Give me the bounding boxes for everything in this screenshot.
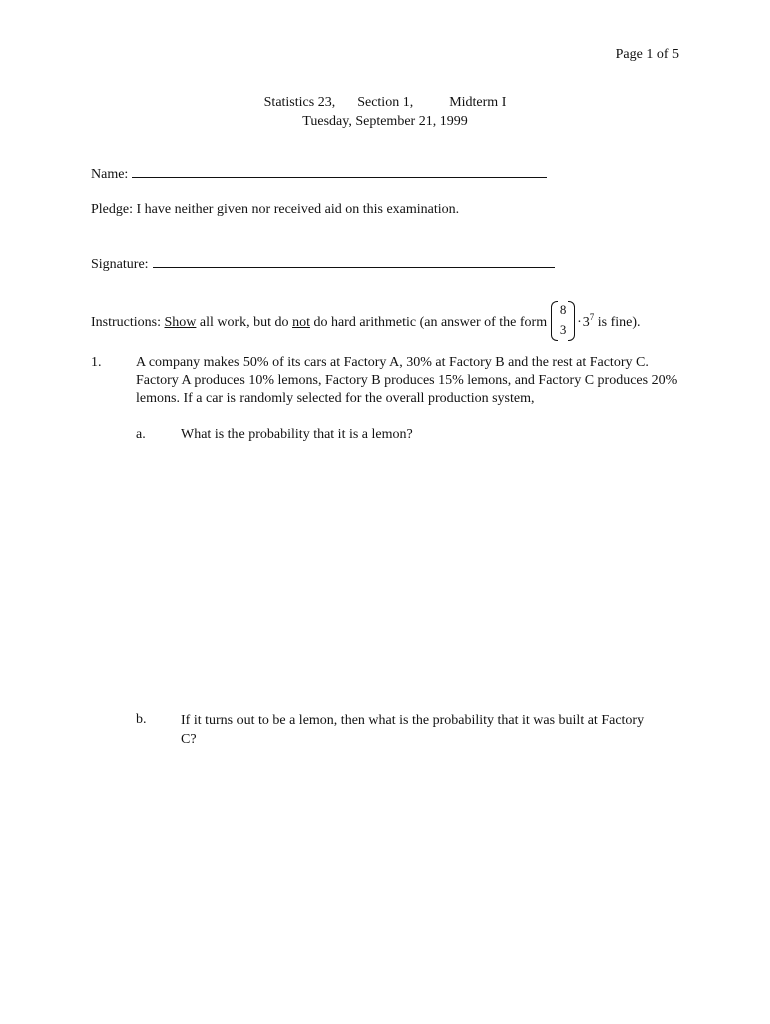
binomial-top: 8: [559, 302, 567, 317]
part-b-text: If it turns out to be a lemon, then what is the probability that it was built at Factory C?: [181, 713, 645, 747]
section-name: Section 1,: [357, 95, 414, 110]
question-1-number: 1.: [91, 355, 102, 370]
part-a-label: a.: [136, 427, 146, 442]
name-label: Name:: [91, 167, 129, 182]
course-name: Statistics 23,: [263, 95, 336, 110]
part-b-label: b.: [136, 712, 147, 727]
part-a-text: What is the probability that it is a lemon?: [181, 427, 413, 442]
instructions: [91, 303, 641, 343]
question-1-text: A company makes 50% of its cars at Factory A, 30% at Factory B and the rest at Factory C. Factory A produces 10% lemons, Factory B produces 15% lemons, and Factory C produces 20% lemons. If a car is randomly selected for the overall production system,: [136, 355, 678, 406]
instructions-prefix: Instructions:: [91, 315, 165, 331]
instructions-suffix: is fine).: [594, 315, 641, 331]
times-dot: ·: [577, 315, 582, 331]
pledge-text: Pledge: I have neither given nor received aid on this examination.: [91, 202, 460, 217]
exam-date: Tuesday, September 21, 1999: [302, 114, 468, 129]
binomial-coefficient: [551, 301, 575, 341]
signature-row: [91, 255, 555, 274]
exam-name: Midterm I: [449, 95, 507, 110]
instructions-not: not: [292, 315, 310, 331]
name-field[interactable]: [132, 165, 547, 178]
instructions-show: Show: [164, 315, 197, 331]
name-row: [91, 165, 547, 184]
binomial-bottom: 3: [559, 322, 567, 337]
page-number: Page 1 of 5: [615, 47, 679, 62]
power-base: 3: [582, 315, 590, 331]
power-exponent: 7: [589, 312, 595, 323]
instructions-middle: all work, but do: [196, 315, 293, 331]
signature-label: Signature:: [91, 257, 149, 272]
instructions-rest: do hard arithmetic (an answer of the form: [309, 315, 548, 331]
signature-field[interactable]: [153, 255, 555, 268]
exam-title: [0, 93, 770, 112]
